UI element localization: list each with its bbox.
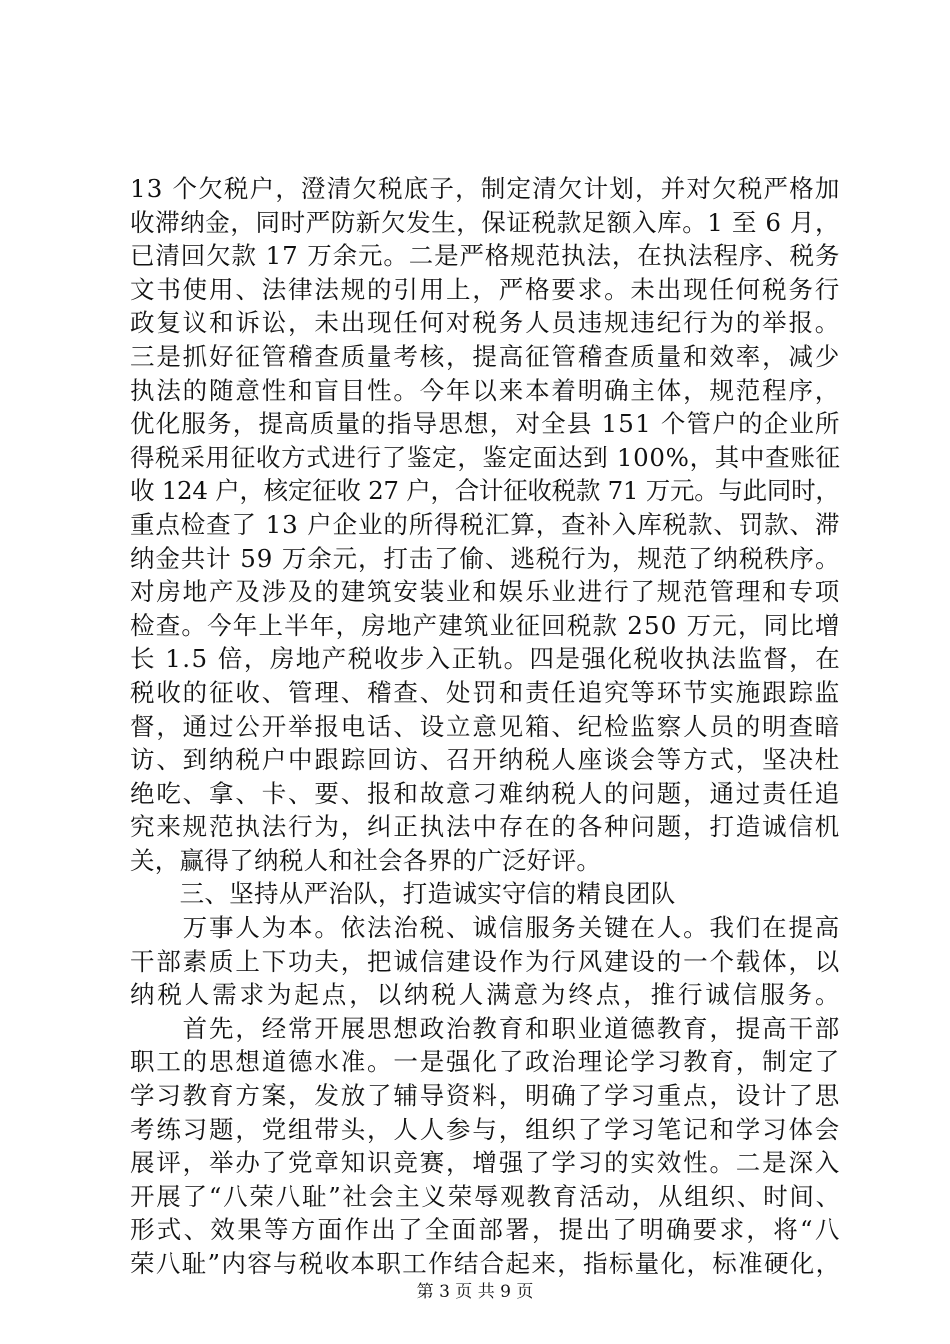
text-line: 三是抓好征管稽查质量考核，提高征管稽查质量和效率，减少	[130, 341, 842, 371]
text-line: 纳税人需求为起点，以纳税人满意为终点，推行诚信服务。	[130, 980, 843, 1010]
text-line: 考练习题，党组带头，人人参与，组织了学习笔记和学习体会	[130, 1114, 842, 1144]
text-line: 执法的随意性和盲目性。今年以来本着明确主体，规范程序，	[130, 375, 842, 405]
text-line: 纳金共计 59 万余元，打击了偷、逃税行为，规范了纳税秩序。	[130, 543, 841, 573]
text-line: 绝吃、拿、卡、要、报和故意刁难纳税人的问题，通过责任追	[130, 778, 842, 808]
text-line: 关，赢得了纳税人和社会各界的广泛好评。	[130, 845, 602, 875]
text-line: 究来规范执法行为，纠正执法中存在的各种问题，打造诚信机	[130, 812, 842, 842]
text-line: 职工的思想道德水准。一是强化了政治理论学习教育，制定了	[130, 1047, 842, 1077]
text-line: 荣八耻”内容与税收本职工作结合起来，指标量化，标准硬化，	[130, 1249, 842, 1278]
text-line: 检查。今年上半年，房地产建筑业征回税款 250 万元，同比增	[130, 610, 841, 640]
text-line: 干部素质上下功夫，把诚信建设作为行风建设的一个载体，以	[130, 946, 842, 976]
text-line: 收滞纳金，同时严防新欠发生，保证税款足额入库。1 至 6 月，	[130, 207, 841, 237]
text-line: 重点检查了 13 户企业的所得税汇算，查补入库税款、罚款、滞	[130, 509, 841, 539]
text-line: 访、到纳税户中跟踪回访、召开纳税人座谈会等方式，坚决杜	[130, 745, 842, 775]
text-line: 政复议和诉讼，未出现任何对税务人员违规违纪行为的举报。	[130, 308, 842, 338]
page-footer: 第 3 页 共 9 页	[416, 1282, 534, 1302]
text-line: 税收的征收、管理、稽查、处罚和责任追究等环节实施跟踪监	[130, 677, 842, 707]
text-line: 已清回欠款 17 万余元。二是严格规范执法，在执法程序、税务	[130, 241, 841, 271]
text-line: 形式、效果等方面作出了全面部署，提出了明确要求，将“八	[130, 1215, 842, 1245]
text-line: 督，通过公开举报电话、设立意见箱、纪检监察人员的明查暗	[130, 711, 842, 741]
text-line: 13 个欠税户，澄清欠税底子，制定清欠计划，并对欠税严格加	[130, 174, 841, 203]
text-line: 万事人为本。依法治税、诚信服务关键在人。我们在提高	[130, 913, 842, 943]
text-line: 展评，举办了党章知识竞赛，增强了学习的实效性。二是深入	[130, 1148, 842, 1178]
text-line: 对房地产及涉及的建筑安装业和娱乐业进行了规范管理和专项	[130, 577, 842, 607]
text-line: 首先，经常开展思想政治教育和职业道德教育，提高干部	[130, 1013, 842, 1043]
text-line: 文书使用、法律法规的引用上，严格要求。未出现任何税务行	[130, 274, 842, 304]
text-line: 得税采用征收方式进行了鉴定，鉴定面达到 100%，其中查账征	[130, 442, 841, 472]
text-line: 优化服务，提高质量的指导思想，对全县 151 个管户的企业所	[130, 409, 841, 439]
text-line: 三、坚持从严治队，打造诚实守信的精良团队	[130, 879, 676, 909]
text-line: 开展了“八荣八耻”社会主义荣辱观教育活动，从组织、时间、	[130, 1181, 842, 1211]
text-line: 学习教育方案，发放了辅导资料，明确了学习重点，设计了思	[130, 1081, 842, 1111]
text-line: 长 1.5 倍，房地产税收步入正轨。四是强化税收执法监督，在	[130, 644, 842, 674]
text-line: 收 124 户，核定征收 27 户，合计征收税款 71 万元。与此同时，	[130, 476, 840, 506]
body-text	[130, 172, 843, 1281]
